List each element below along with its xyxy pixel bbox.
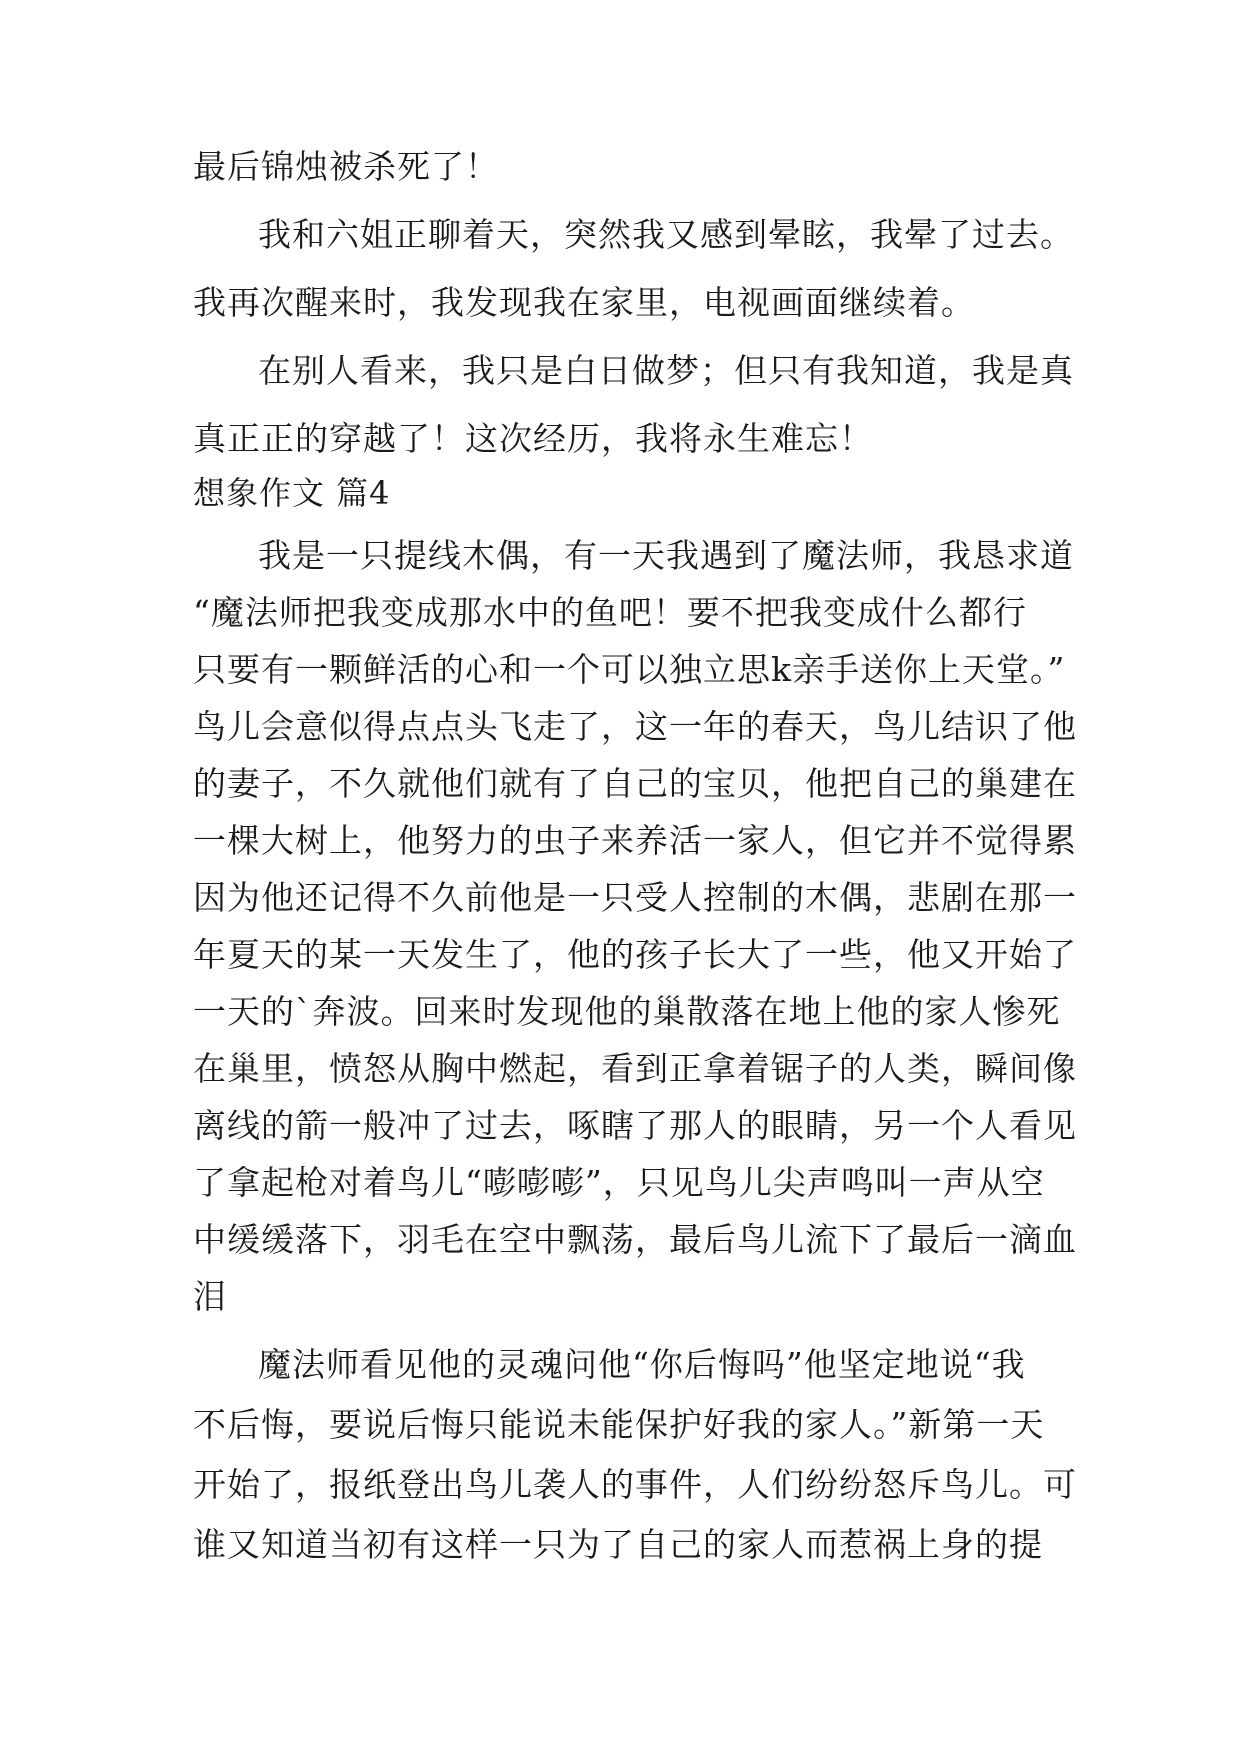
text-line: 一棵大树上，他努力的虫子来养活一家人，但它并不觉得累 [193, 821, 1077, 860]
text-line: 因为他还记得不久前他是一只受人控制的木偶，悲剧在那一 [193, 878, 1077, 917]
paragraph-start-line: 魔法师看见他的灵魂问他“你后悔吗”他坚定地说“我 [258, 1345, 1026, 1384]
text-line: 泪 [193, 1277, 227, 1316]
text-line: 一天的`奔波。回来时发现他的巢散落在地上他的家人惨死 [193, 992, 1061, 1031]
text-line: 的妻子，不久就他们就有了自己的宝贝，他把自己的巢建在 [193, 764, 1077, 803]
text-line: 鸟儿会意似得点点头飞走了，这一年的春天，鸟儿结识了他 [193, 707, 1077, 746]
text-line: “魔法师把我变成那水中的鱼吧！要不把我变成什么都行 [193, 593, 1027, 632]
text-line: 我再次醒来时，我发现我在家里，电视画面继续着。 [193, 283, 975, 322]
text-line: 离线的箭一般冲了过去，啄瞎了那人的眼睛，另一个人看见 [193, 1106, 1077, 1145]
text-line: 开始了，报纸登出鸟儿袭人的事件，人们纷纷怒斥鸟儿。可 [193, 1465, 1077, 1504]
text-line: 年夏天的某一天发生了，他的孩子长大了一些，他又开始了 [193, 935, 1077, 974]
paragraph-start-line: 我和六姐正聊着天，突然我又感到晕眩，我晕了过去。 [258, 215, 1074, 254]
paragraph-start-line: 在别人看来，我只是白日做梦；但只有我知道，我是真 [258, 351, 1074, 390]
section-heading: 想象作文 篇4 [193, 474, 391, 512]
text-line: 了拿起枪对着鸟儿“嘭嘭嘭”，只见鸟儿尖声鸣叫一声从空 [193, 1163, 1045, 1202]
text-line: 谁又知道当初有这样一只为了自己的家人而惹祸上身的提 [193, 1525, 1043, 1564]
text-line: 最后锦烛被杀死了！ [193, 147, 499, 186]
text-line: 在巢里，愤怒从胸中燃起，看到正拿着锯子的人类，瞬间像 [193, 1049, 1077, 1088]
text-line: 中缓缓落下，羽毛在空中飘荡，最后鸟儿流下了最后一滴血 [193, 1220, 1077, 1259]
text-line: 不后悔，要说后悔只能说未能保护好我的家人。”新第一天 [193, 1405, 1045, 1444]
paragraph-start-line: 我是一只提线木偶，有一天我遇到了魔法师，我恳求道 [258, 536, 1074, 575]
text-line: 只要有一颗鲜活的心和一个可以独立思k亲手送你上天堂。” [193, 650, 1066, 689]
text-line: 真正正的穿越了！这次经历，我将永生难忘！ [193, 419, 873, 458]
